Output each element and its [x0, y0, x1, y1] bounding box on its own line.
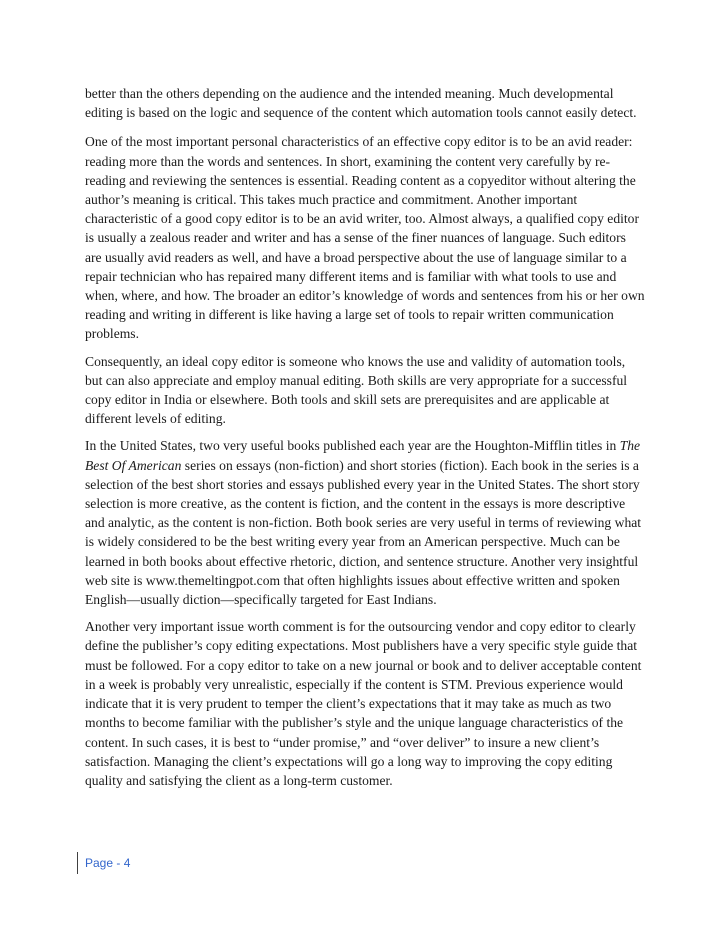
- paragraph-4-text-start: In the United States, two very useful books published each year are the Houghton-Mifflin titles in: [85, 438, 620, 454]
- page-footer: [77, 852, 130, 874]
- paragraph-4-text-end: series on essays (non-fiction) and short stories (fiction). Each book in the series is a selection of the best short stories and essays published every year in the United States. The short story selection is more creative, as the content is fiction, and the content in the essays is more descriptive and analytic, as the content is non-fiction. Both book series are very useful in terms of reviewing what is widely considered to be the best writing every year from an American perspective. Much can be learned in both books about effective rhetoric, diction, and sentence structure. Another very insightful web site is www.themeltingpot.com that often highlights issues about effective written and spoken English—usually diction—specifically targeted for East Indians.: [85, 457, 642, 608]
- paragraph-5: Another very important issue worth comment is for the outsourcing vendor and copy editor to clearly define the publisher’s copy editing expectations. Most publishers have a very specific style guide that must be followed. For a copy editor to take on a new journal or book and to deliver acceptable content in a week is probably very unrealistic, especially if the content is STM. Previous experience would indicate that it is very prudent to temper the client’s expectations that it may take as much as two months to become familiar with the publisher’s style and the unique language characteristics of the content. In such cases, it is best to “under promise,” and “over deliver” to insure a new client’s satisfaction. Managing the client’s expectations will go a long way to improving the copy editing quality and satisfying the client as a long-term customer.: [85, 619, 642, 788]
- page-number: Page - 4: [85, 856, 131, 870]
- book-title: The Best Of American: [85, 438, 641, 473]
- paragraph-2: One of the most important personal characteristics of an effective copy editor is to be an avid reader: reading more than the words and sentences. In short, examining the content very carefully by re-reading and reviewing the sentences is essential. Reading content as a copyeditor without altering the author’s meaning is critical. This takes much practice and commitment. Another important characteristic of a good copy editor is to be an avid writer, too. Almost always, a qualified copy editor is usually a zealous reader and writer and has a sense of the finer nuances of language. Such editors are usually avid readers as well, and have a broad perspective about the use of language similar to a repair technician who has repaired many different items and is familiar with what tools to use and when, where, and how. The broader an editor’s knowledge of words and sentences from his or her own reading and writing in different is like having a large set of tools to repair written communication problems.: [85, 134, 645, 342]
- document-body: [85, 84, 645, 798]
- paragraph-3: Consequently, an ideal copy editor is someone who knows the use and validity of automation tools, but can also appreciate and employ manual editing. Both skills are very appropriate for a successful copy editor in India or elsewhere. Both tools and skill sets are prerequisites and are applicable at different levels of editing.: [85, 353, 628, 427]
- paragraph-4: [85, 436, 645, 609]
- paragraph-1: better than the others depending on the audience and the intended meaning. Much developmental editing is based on the logic and sequence of the content which automation tools cannot easily detect.: [85, 86, 637, 121]
